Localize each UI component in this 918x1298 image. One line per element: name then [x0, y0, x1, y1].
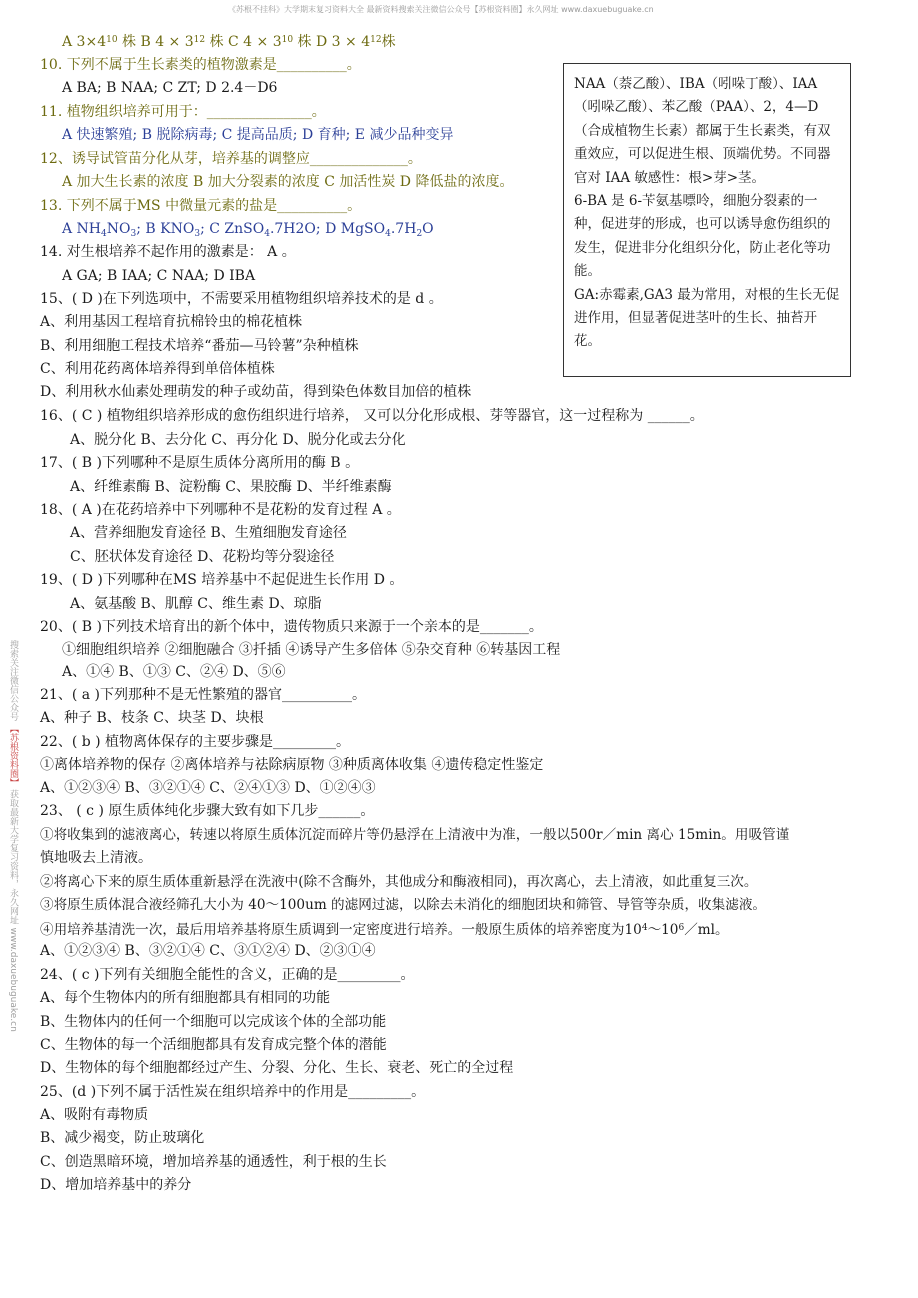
side-watermark [4, 640, 18, 1032]
question-25-option-d: D、增加培养基中的养分 [40, 1177, 192, 1193]
question-13: 13. 下列不属于MS 中微量元素的盐是__________。 [40, 198, 362, 214]
question-21-options: A、种子 B、枝条 C、块茎 D、块根 [40, 710, 264, 726]
question-16-options: A、脱分化 B、去分化 C、再分化 D、脱分化或去分化 [70, 432, 406, 448]
question-20: 20、( B )下列技术培育出的新个体中，遗传物质只来源于一个亲本的是_______。 [40, 619, 543, 635]
question-20-options: A、①④ B、①③ C、②④ D、⑤⑥ [62, 664, 286, 680]
question-25-option-c: C、创造黑暗环境，增加培养基的通透性，利于根的生长 [40, 1154, 387, 1170]
hormone-note-box [563, 63, 851, 377]
option-d-exponent: 12 [370, 35, 382, 45]
question-17: 17、( B )下列哪种不是原生质体分离所用的酶 B 。 [40, 455, 360, 471]
q23-s4-a: ④用培养基清洗一次，最后用培养基将原生质调到一定密度进行培养。一般原生质体的培养密度为10 [40, 922, 642, 938]
question-22-items: ①离体培养物的保存 ②离体培养与祛除病原物 ③种质离体收集 ④遗传稳定性鉴定 [40, 757, 544, 773]
question-17-options: A、纤维素酶 B、淀粉酶 C、果胶酶 D、半纤维素酶 [70, 479, 392, 495]
question-19-options: A、氨基酸 B、肌醇 C、维生素 D、琼脂 [70, 596, 322, 612]
question-12: 12、诱导试管苗分化从芽，培养基的调整应______________。 [40, 151, 422, 167]
note-cytokinin: 6-BA 是 6-苄氨基嘌呤，细胞分裂素的一种，促进芽的形成，也可以诱导愈伤组织的发生，促进非分化组织分化，防止老化等功能。 [574, 193, 831, 280]
question-15: 15、( D )在下列选项中，不需要采用植物组织培养技术的是 d 。 [40, 291, 443, 307]
note-auxin: NAA（萘乙酸）、IBA（吲哚丁酸）、IAA（吲哚乙酸）、苯乙酸（PAA）、2，4—D（合成植物生长素）都属于生长素类，有双重效应，可以促进生根、顶端优势。不同器官对 IAA 敏感性：根>芽>茎。 [574, 76, 831, 186]
question-22-options: A、①②③④ B、③②①④ C、②④①③ D、①②④③ [40, 780, 376, 796]
q13-d3: O [422, 221, 434, 237]
question-10-options: A BA; B NAA; C ZT; D 2.4－D6 [62, 80, 278, 96]
question-22: 22、( b ) 植物离体保存的主要步骤是_________。 [40, 734, 351, 750]
question-23-step-4 [40, 918, 729, 940]
option-d: 株 D 3 × 4 [297, 34, 371, 50]
q13-d-sub1: 4 [385, 229, 391, 239]
option-b-exponent: 12 [193, 35, 206, 45]
question-19: 19、( D )下列哪种在MS 培养基中不起促进生长作用 D 。 [40, 572, 404, 588]
option-d-unit: 株 [381, 34, 396, 50]
question-24-option-c: C、生物体的每一个活细胞都具有发育成完整个体的潜能 [40, 1037, 387, 1053]
option-c-exponent: 10 [281, 35, 294, 45]
question-23-step-3: ③将原生质体混合液经筛孔大小为 40～100um 的滤网过滤，以除去未消化的细胞团块和筛管、导管等杂质，收集滤液。 [40, 897, 767, 913]
side-watermark-part2: 【苏根资料圈】 [8, 723, 18, 787]
question-24-option-d: D、生物体的每个细胞都经过产生、分裂、分化、生长、衰老、死亡的全过程 [40, 1060, 514, 1076]
q13-c-sub: 4 [264, 229, 270, 239]
question-18-options-1: A、营养细胞发育途径 B、生殖细胞发育途径 [70, 525, 347, 541]
q13-b-sub: 3 [194, 229, 201, 239]
question-11: 11. 植物组织培养可用于：_______________。 [40, 104, 326, 120]
q13-a2: NO [106, 221, 131, 237]
question-18-options-2: C、胚状体发育途径 D、花粉均等分裂途径 [70, 549, 335, 565]
q23-s4-sup2: 6 [678, 923, 685, 933]
question-25-option-b: B、减少褐变，防止玻璃化 [40, 1130, 205, 1146]
q13-d2: .7H [390, 221, 417, 237]
side-watermark-part1: 搜索关注微信公众号 [8, 640, 18, 721]
question-14: 14. 对生根培养不起作用的激素是： A 。 [40, 244, 296, 260]
question-24-option-b: B、生物体内的任何一个细胞可以完成该个体的全部功能 [40, 1014, 387, 1030]
question-24-option-a: A、每个生物体内的所有细胞都具有相同的功能 [40, 990, 331, 1006]
question-14-options: A GA; B IAA; C NAA; D IBA [62, 268, 256, 284]
q23-s4-c: ／ml。 [684, 922, 729, 938]
question-25-option-a: A、吸附有毒物质 [40, 1107, 149, 1123]
option-a-exponent: 10 [106, 35, 118, 45]
question-20-items: ①细胞组织培养 ②细胞融合 ③扦插 ④诱导产生多倍体 ⑤杂交育种 ⑥转基因工程 [62, 642, 561, 658]
question-15-option-b: B、利用细胞工程技术培养“番茄—马铃薯”杂种植株 [40, 338, 359, 354]
question-15-option-c: C、利用花药离体培养得到单倍体植株 [40, 361, 275, 377]
page-header-watermark: 《苏根不挂科》大学期末复习资料大全 最新资料搜索关注微信公众号【苏根资料圈】永久网址 www.daxuebuguake.cn [228, 5, 654, 14]
q13-c: ; C ZnSO [200, 221, 265, 237]
q23-s4-sup1: 4 [641, 923, 648, 933]
question-18: 18、( A )在花药培养中下列哪种不是花粉的发育过程 A 。 [40, 502, 401, 518]
question-12-options: A 加大生长素的浓度 B 加大分裂素的浓度 C 加活性炭 D 降低盐的浓度。 [62, 174, 514, 190]
question-23-step-1: ①将收集到的滤液离心，转速以将原生质体沉淀而碎片等仍悬浮在上清液中为准，一般以500r／min 离心 15min。用吸管谨 [40, 827, 790, 843]
question-24: 24、( c )下列有关细胞全能性的含义，正确的是_________。 [40, 967, 415, 983]
q13-a-sub2: 3 [130, 229, 137, 239]
question-11-options: A 快速繁殖; B 脱除病毒; C 提高品质; D 育种; E 减少品种变异 [62, 127, 454, 143]
question-25: 25、(d )下列不属于活性炭在组织培养中的作用是_________。 [40, 1084, 426, 1100]
question-15-option-a: A、利用基因工程培育抗棉铃虫的棉花植株 [40, 314, 303, 330]
q13-c2: .7H2O; D MgSO [269, 221, 386, 237]
side-watermark-part3: 获取最新大学复习资料，永久网址 www.daxuebuguake.cn [8, 789, 18, 1032]
q13-a-sub1: 4 [101, 229, 107, 239]
question-13-options [62, 219, 434, 244]
option-b: 株 B 4 × 3 [122, 34, 194, 50]
q23-s4-b: ～10 [647, 922, 679, 938]
question-23: 23、 ( c ) 原生质体纯化步骤大致有如下几步______。 [40, 803, 375, 819]
question-10: 10. 下列不属于生长素类的植物激素是__________。 [40, 57, 361, 73]
option-c: 株 C 4 × 3 [209, 34, 282, 50]
question-21: 21、( a )下列那种不是无性繁殖的器官__________。 [40, 687, 366, 703]
option-a: A 3×4 [62, 34, 107, 50]
question-23-step-2: ②将离心下来的原生质体重新悬浮在洗液中(除不含酶外，其他成分和酶液相同)，再次离心，去上清液，如此重复三次。 [40, 874, 758, 890]
question-15-option-d: D、利用秋水仙素处理萌发的种子或幼苗，得到染色体数目加倍的植株 [40, 384, 472, 400]
note-gibberellin: GA:赤霉素,GA3 最为常用，对根的生长无促进作用，但显著促进茎叶的生长、抽苔开花。 [574, 286, 840, 350]
question-23-step-1-cont: 慎地吸去上清液。 [40, 850, 152, 866]
question-23-options: A、①②③④ B、③②①④ C、③①②④ D、②③①④ [40, 943, 376, 959]
q13-a: A NH [62, 221, 102, 237]
q13-d-sub2: 2 [416, 229, 423, 239]
question-16: 16、( C ) 植物组织培养形成的愈伤组织进行培养， 又可以分化形成根、芽等器官，这一过程称为 ______。 [40, 408, 704, 424]
prev-question-options [62, 30, 396, 52]
q13-b: ; B KNO [136, 221, 195, 237]
